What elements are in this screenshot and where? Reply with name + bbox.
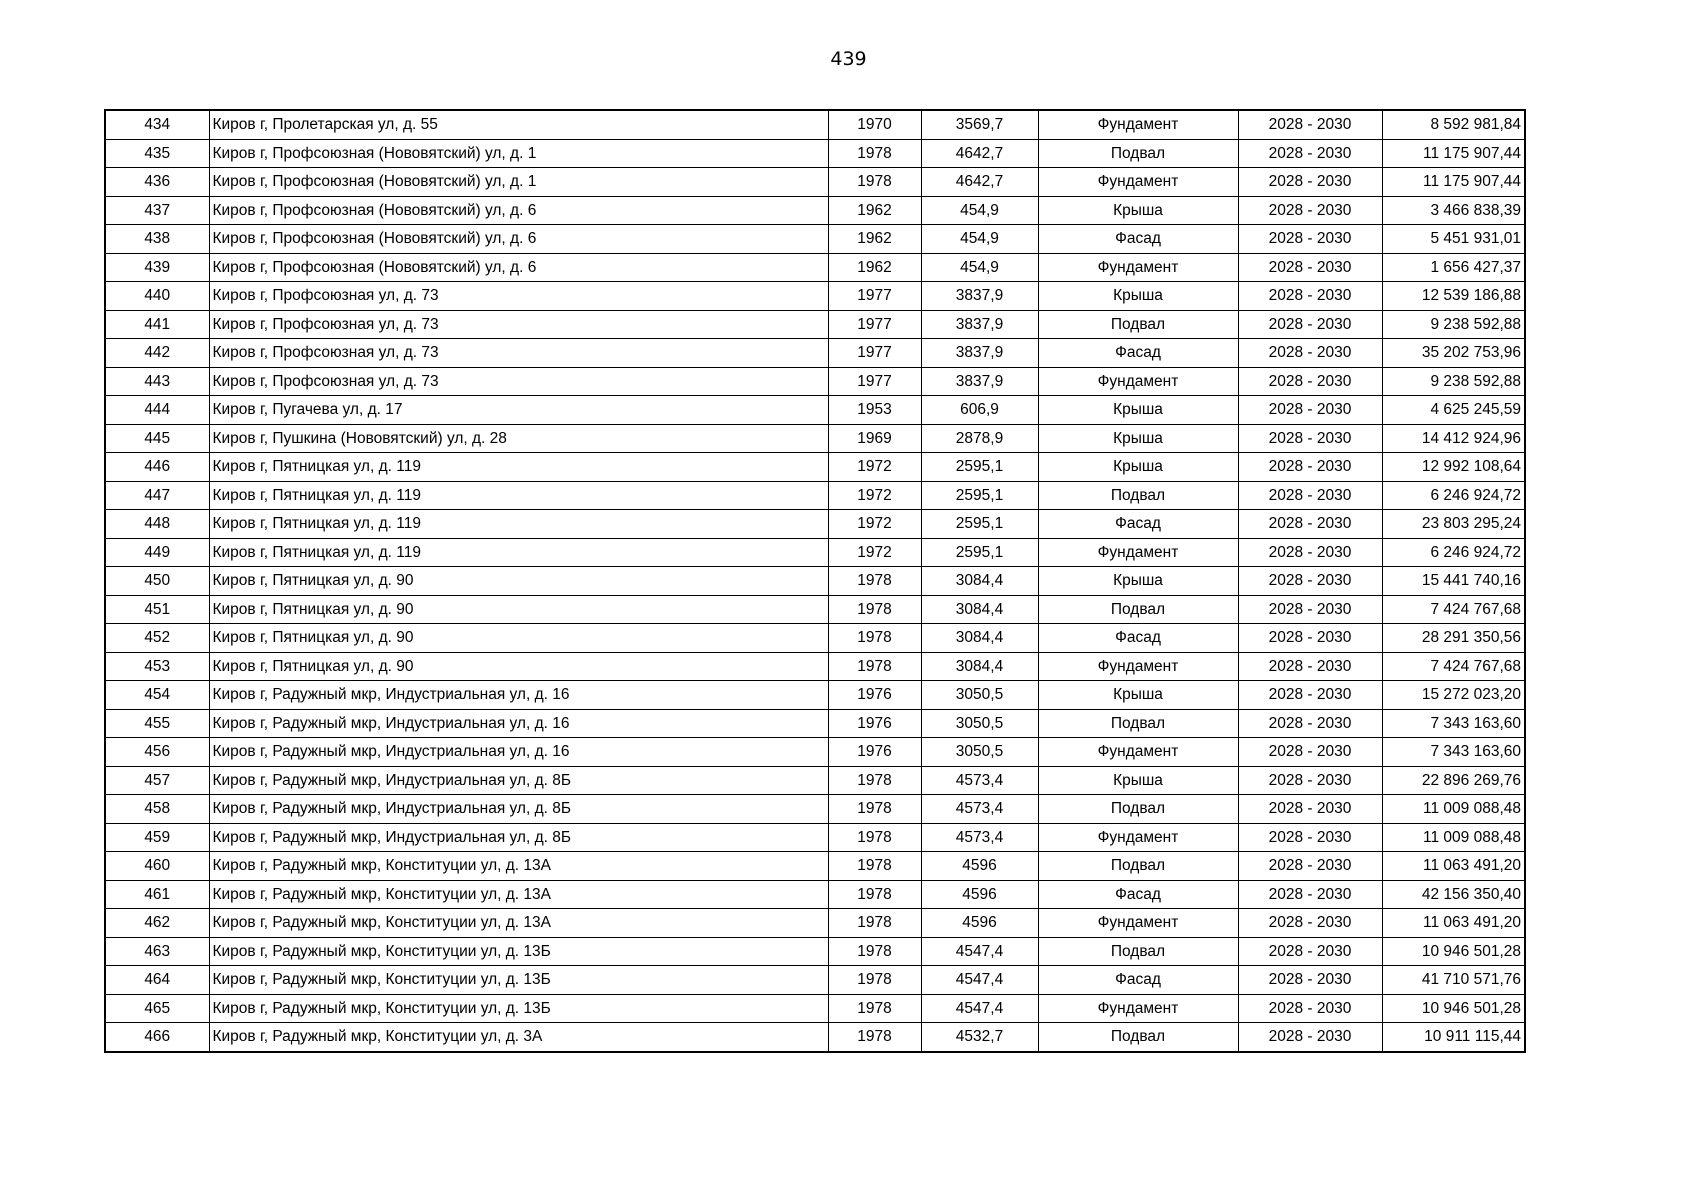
planned-period-cell: 2028 - 2030 <box>1238 339 1382 368</box>
construction-year-cell: 1978 <box>828 795 921 824</box>
planned-period-cell: 2028 - 2030 <box>1238 823 1382 852</box>
estimated-cost-cell: 11 009 088,48 <box>1382 823 1525 852</box>
construction-year-cell: 1978 <box>828 624 921 653</box>
planned-period-cell: 2028 - 2030 <box>1238 282 1382 311</box>
building-area-cell: 3837,9 <box>921 367 1038 396</box>
estimated-cost-cell: 3 466 838,39 <box>1382 196 1525 225</box>
construction-year-cell: 1978 <box>828 168 921 197</box>
work-type-cell: Подвал <box>1038 795 1238 824</box>
table-row <box>105 396 1525 425</box>
work-type-cell: Крыша <box>1038 196 1238 225</box>
table-row <box>105 624 1525 653</box>
table-row <box>105 253 1525 282</box>
estimated-cost-cell: 11 175 907,44 <box>1382 139 1525 168</box>
row-number-cell: 440 <box>105 282 209 311</box>
building-address-cell: Киров г, Радужный мкр, Конституции ул, д. 3А <box>209 1023 828 1052</box>
building-area-cell: 2595,1 <box>921 453 1038 482</box>
construction-year-cell: 1972 <box>828 481 921 510</box>
planned-period-cell: 2028 - 2030 <box>1238 367 1382 396</box>
estimated-cost-cell: 11 063 491,20 <box>1382 852 1525 881</box>
estimated-cost-cell: 10 911 115,44 <box>1382 1023 1525 1052</box>
work-type-cell: Крыша <box>1038 766 1238 795</box>
building-area-cell: 454,9 <box>921 196 1038 225</box>
row-number-cell: 450 <box>105 567 209 596</box>
building-area-cell: 3050,5 <box>921 681 1038 710</box>
work-type-cell: Фундамент <box>1038 909 1238 938</box>
work-type-cell: Крыша <box>1038 681 1238 710</box>
construction-year-cell: 1977 <box>828 310 921 339</box>
table-row <box>105 481 1525 510</box>
work-type-cell: Подвал <box>1038 937 1238 966</box>
row-number-cell: 448 <box>105 510 209 539</box>
building-area-cell: 4532,7 <box>921 1023 1038 1052</box>
building-area-cell: 3837,9 <box>921 282 1038 311</box>
estimated-cost-cell: 11 009 088,48 <box>1382 795 1525 824</box>
construction-year-cell: 1970 <box>828 110 921 139</box>
estimated-cost-cell: 41 710 571,76 <box>1382 966 1525 995</box>
building-address-cell: Киров г, Профсоюзная ул, д. 73 <box>209 367 828 396</box>
row-number-cell: 459 <box>105 823 209 852</box>
table-row <box>105 339 1525 368</box>
building-area-cell: 4573,4 <box>921 823 1038 852</box>
building-address-cell: Киров г, Профсоюзная (Нововятский) ул, д. 6 <box>209 196 828 225</box>
planned-period-cell: 2028 - 2030 <box>1238 481 1382 510</box>
construction-year-cell: 1978 <box>828 994 921 1023</box>
estimated-cost-cell: 22 896 269,76 <box>1382 766 1525 795</box>
row-number-cell: 452 <box>105 624 209 653</box>
building-address-cell: Киров г, Профсоюзная (Нововятский) ул, д. 6 <box>209 253 828 282</box>
table-row <box>105 795 1525 824</box>
row-number-cell: 465 <box>105 994 209 1023</box>
table-body <box>105 110 1525 1052</box>
planned-period-cell: 2028 - 2030 <box>1238 139 1382 168</box>
row-number-cell: 460 <box>105 852 209 881</box>
work-type-cell: Фундамент <box>1038 168 1238 197</box>
construction-year-cell: 1978 <box>828 1023 921 1052</box>
planned-period-cell: 2028 - 2030 <box>1238 966 1382 995</box>
building-address-cell: Киров г, Профсоюзная ул, д. 73 <box>209 310 828 339</box>
building-address-cell: Киров г, Пятницкая ул, д. 119 <box>209 538 828 567</box>
construction-year-cell: 1978 <box>828 937 921 966</box>
building-area-cell: 4573,4 <box>921 795 1038 824</box>
estimated-cost-cell: 42 156 350,40 <box>1382 880 1525 909</box>
building-address-cell: Киров г, Пушкина (Нововятский) ул, д. 28 <box>209 424 828 453</box>
table-row <box>105 681 1525 710</box>
planned-period-cell: 2028 - 2030 <box>1238 795 1382 824</box>
table-row <box>105 510 1525 539</box>
building-address-cell: Киров г, Радужный мкр, Конституции ул, д. 13А <box>209 852 828 881</box>
building-area-cell: 454,9 <box>921 225 1038 254</box>
building-address-cell: Киров г, Профсоюзная (Нововятский) ул, д. 1 <box>209 139 828 168</box>
estimated-cost-cell: 15 441 740,16 <box>1382 567 1525 596</box>
construction-year-cell: 1976 <box>828 738 921 767</box>
work-type-cell: Фундамент <box>1038 253 1238 282</box>
work-type-cell: Фундамент <box>1038 738 1238 767</box>
construction-year-cell: 1978 <box>828 595 921 624</box>
work-type-cell: Фасад <box>1038 880 1238 909</box>
construction-year-cell: 1978 <box>828 880 921 909</box>
table-row <box>105 538 1525 567</box>
building-address-cell: Киров г, Радужный мкр, Конституции ул, д. 13Б <box>209 937 828 966</box>
building-area-cell: 4547,4 <box>921 994 1038 1023</box>
building-area-cell: 3050,5 <box>921 738 1038 767</box>
row-number-cell: 441 <box>105 310 209 339</box>
planned-period-cell: 2028 - 2030 <box>1238 396 1382 425</box>
work-type-cell: Фасад <box>1038 966 1238 995</box>
building-area-cell: 4596 <box>921 852 1038 881</box>
building-address-cell: Киров г, Пятницкая ул, д. 90 <box>209 567 828 596</box>
work-type-cell: Фасад <box>1038 339 1238 368</box>
building-area-cell: 3084,4 <box>921 567 1038 596</box>
row-number-cell: 434 <box>105 110 209 139</box>
work-type-cell: Подвал <box>1038 310 1238 339</box>
building-area-cell: 4642,7 <box>921 139 1038 168</box>
planned-period-cell: 2028 - 2030 <box>1238 880 1382 909</box>
table-row <box>105 595 1525 624</box>
building-address-cell: Киров г, Пятницкая ул, д. 119 <box>209 453 828 482</box>
work-type-cell: Крыша <box>1038 453 1238 482</box>
table-row <box>105 994 1525 1023</box>
row-number-cell: 439 <box>105 253 209 282</box>
table-row <box>105 880 1525 909</box>
construction-year-cell: 1972 <box>828 453 921 482</box>
table-row <box>105 367 1525 396</box>
construction-year-cell: 1962 <box>828 196 921 225</box>
row-number-cell: 435 <box>105 139 209 168</box>
planned-period-cell: 2028 - 2030 <box>1238 909 1382 938</box>
planned-period-cell: 2028 - 2030 <box>1238 225 1382 254</box>
estimated-cost-cell: 9 238 592,88 <box>1382 367 1525 396</box>
table-row <box>105 823 1525 852</box>
work-type-cell: Крыша <box>1038 567 1238 596</box>
work-type-cell: Подвал <box>1038 1023 1238 1052</box>
construction-year-cell: 1978 <box>828 652 921 681</box>
row-number-cell: 464 <box>105 966 209 995</box>
planned-period-cell: 2028 - 2030 <box>1238 994 1382 1023</box>
construction-year-cell: 1976 <box>828 709 921 738</box>
construction-year-cell: 1977 <box>828 339 921 368</box>
construction-year-cell: 1977 <box>828 367 921 396</box>
building-address-cell: Киров г, Радужный мкр, Конституции ул, д. 13Б <box>209 994 828 1023</box>
row-number-cell: 443 <box>105 367 209 396</box>
row-number-cell: 458 <box>105 795 209 824</box>
table-row <box>105 966 1525 995</box>
table-row <box>105 225 1525 254</box>
row-number-cell: 456 <box>105 738 209 767</box>
work-type-cell: Фундамент <box>1038 367 1238 396</box>
building-area-cell: 4642,7 <box>921 168 1038 197</box>
work-type-cell: Фасад <box>1038 510 1238 539</box>
planned-period-cell: 2028 - 2030 <box>1238 652 1382 681</box>
building-area-cell: 606,9 <box>921 396 1038 425</box>
table-row <box>105 909 1525 938</box>
row-number-cell: 437 <box>105 196 209 225</box>
row-number-cell: 461 <box>105 880 209 909</box>
work-type-cell: Подвал <box>1038 139 1238 168</box>
planned-period-cell: 2028 - 2030 <box>1238 110 1382 139</box>
repair-schedule-table <box>104 109 1526 1053</box>
building-address-cell: Киров г, Радужный мкр, Конституции ул, д. 13А <box>209 880 828 909</box>
planned-period-cell: 2028 - 2030 <box>1238 1023 1382 1052</box>
row-number-cell: 457 <box>105 766 209 795</box>
construction-year-cell: 1977 <box>828 282 921 311</box>
building-address-cell: Киров г, Радужный мкр, Индустриальная ул, д. 16 <box>209 709 828 738</box>
planned-period-cell: 2028 - 2030 <box>1238 510 1382 539</box>
table-row <box>105 110 1525 139</box>
estimated-cost-cell: 7 424 767,68 <box>1382 652 1525 681</box>
planned-period-cell: 2028 - 2030 <box>1238 766 1382 795</box>
planned-period-cell: 2028 - 2030 <box>1238 937 1382 966</box>
construction-year-cell: 1978 <box>828 909 921 938</box>
building-address-cell: Киров г, Профсоюзная ул, д. 73 <box>209 282 828 311</box>
table-row <box>105 567 1525 596</box>
construction-year-cell: 1953 <box>828 396 921 425</box>
building-area-cell: 3837,9 <box>921 339 1038 368</box>
work-type-cell: Крыша <box>1038 424 1238 453</box>
estimated-cost-cell: 35 202 753,96 <box>1382 339 1525 368</box>
estimated-cost-cell: 28 291 350,56 <box>1382 624 1525 653</box>
building-area-cell: 2595,1 <box>921 481 1038 510</box>
table-row <box>105 1023 1525 1052</box>
estimated-cost-cell: 6 246 924,72 <box>1382 538 1525 567</box>
building-area-cell: 4547,4 <box>921 937 1038 966</box>
construction-year-cell: 1978 <box>828 567 921 596</box>
row-number-cell: 442 <box>105 339 209 368</box>
building-address-cell: Киров г, Радужный мкр, Индустриальная ул, д. 16 <box>209 681 828 710</box>
building-address-cell: Киров г, Пятницкая ул, д. 90 <box>209 624 828 653</box>
estimated-cost-cell: 12 992 108,64 <box>1382 453 1525 482</box>
construction-year-cell: 1962 <box>828 253 921 282</box>
building-address-cell: Киров г, Радужный мкр, Индустриальная ул, д. 16 <box>209 738 828 767</box>
planned-period-cell: 2028 - 2030 <box>1238 624 1382 653</box>
row-number-cell: 436 <box>105 168 209 197</box>
estimated-cost-cell: 4 625 245,59 <box>1382 396 1525 425</box>
construction-year-cell: 1978 <box>828 139 921 168</box>
construction-year-cell: 1978 <box>828 966 921 995</box>
building-area-cell: 3084,4 <box>921 595 1038 624</box>
table-row <box>105 282 1525 311</box>
work-type-cell: Подвал <box>1038 852 1238 881</box>
building-address-cell: Киров г, Пугачева ул, д. 17 <box>209 396 828 425</box>
building-area-cell: 3569,7 <box>921 110 1038 139</box>
row-number-cell: 454 <box>105 681 209 710</box>
building-address-cell: Киров г, Пятницкая ул, д. 90 <box>209 595 828 624</box>
estimated-cost-cell: 6 246 924,72 <box>1382 481 1525 510</box>
estimated-cost-cell: 7 343 163,60 <box>1382 709 1525 738</box>
table-row <box>105 424 1525 453</box>
table-row <box>105 652 1525 681</box>
row-number-cell: 462 <box>105 909 209 938</box>
row-number-cell: 444 <box>105 396 209 425</box>
work-type-cell: Фундамент <box>1038 652 1238 681</box>
building-area-cell: 454,9 <box>921 253 1038 282</box>
estimated-cost-cell: 10 946 501,28 <box>1382 994 1525 1023</box>
building-address-cell: Киров г, Радужный мкр, Индустриальная ул, д. 8Б <box>209 823 828 852</box>
construction-year-cell: 1978 <box>828 823 921 852</box>
work-type-cell: Крыша <box>1038 396 1238 425</box>
planned-period-cell: 2028 - 2030 <box>1238 738 1382 767</box>
construction-year-cell: 1972 <box>828 538 921 567</box>
building-address-cell: Киров г, Профсоюзная ул, д. 73 <box>209 339 828 368</box>
row-number-cell: 446 <box>105 453 209 482</box>
planned-period-cell: 2028 - 2030 <box>1238 538 1382 567</box>
row-number-cell: 463 <box>105 937 209 966</box>
planned-period-cell: 2028 - 2030 <box>1238 453 1382 482</box>
estimated-cost-cell: 8 592 981,84 <box>1382 110 1525 139</box>
row-number-cell: 455 <box>105 709 209 738</box>
page-number: 439 <box>830 48 867 70</box>
building-address-cell: Киров г, Профсоюзная (Нововятский) ул, д. 6 <box>209 225 828 254</box>
construction-year-cell: 1978 <box>828 852 921 881</box>
work-type-cell: Крыша <box>1038 282 1238 311</box>
work-type-cell: Фасад <box>1038 225 1238 254</box>
building-area-cell: 2595,1 <box>921 510 1038 539</box>
estimated-cost-cell: 12 539 186,88 <box>1382 282 1525 311</box>
row-number-cell: 451 <box>105 595 209 624</box>
building-address-cell: Киров г, Пятницкая ул, д. 90 <box>209 652 828 681</box>
estimated-cost-cell: 23 803 295,24 <box>1382 510 1525 539</box>
planned-period-cell: 2028 - 2030 <box>1238 567 1382 596</box>
building-address-cell: Киров г, Радужный мкр, Индустриальная ул, д. 8Б <box>209 795 828 824</box>
row-number-cell: 447 <box>105 481 209 510</box>
building-address-cell: Киров г, Радужный мкр, Конституции ул, д. 13Б <box>209 966 828 995</box>
estimated-cost-cell: 5 451 931,01 <box>1382 225 1525 254</box>
building-address-cell: Киров г, Радужный мкр, Конституции ул, д. 13А <box>209 909 828 938</box>
building-area-cell: 2878,9 <box>921 424 1038 453</box>
estimated-cost-cell: 14 412 924,96 <box>1382 424 1525 453</box>
table-row <box>105 139 1525 168</box>
estimated-cost-cell: 9 238 592,88 <box>1382 310 1525 339</box>
planned-period-cell: 2028 - 2030 <box>1238 253 1382 282</box>
planned-period-cell: 2028 - 2030 <box>1238 168 1382 197</box>
building-area-cell: 4547,4 <box>921 966 1038 995</box>
building-address-cell: Киров г, Радужный мкр, Индустриальная ул, д. 8Б <box>209 766 828 795</box>
building-address-cell: Киров г, Профсоюзная (Нововятский) ул, д. 1 <box>209 168 828 197</box>
work-type-cell: Фундамент <box>1038 110 1238 139</box>
work-type-cell: Фундамент <box>1038 538 1238 567</box>
construction-year-cell: 1962 <box>828 225 921 254</box>
work-type-cell: Подвал <box>1038 709 1238 738</box>
table-row <box>105 310 1525 339</box>
building-area-cell: 3084,4 <box>921 624 1038 653</box>
row-number-cell: 438 <box>105 225 209 254</box>
work-type-cell: Фундамент <box>1038 823 1238 852</box>
work-type-cell: Фасад <box>1038 624 1238 653</box>
building-address-cell: Киров г, Пролетарская ул, д. 55 <box>209 110 828 139</box>
work-type-cell: Фундамент <box>1038 994 1238 1023</box>
building-area-cell: 4596 <box>921 880 1038 909</box>
row-number-cell: 466 <box>105 1023 209 1052</box>
estimated-cost-cell: 11 063 491,20 <box>1382 909 1525 938</box>
row-number-cell: 453 <box>105 652 209 681</box>
planned-period-cell: 2028 - 2030 <box>1238 595 1382 624</box>
building-area-cell: 3837,9 <box>921 310 1038 339</box>
building-area-cell: 2595,1 <box>921 538 1038 567</box>
construction-year-cell: 1978 <box>828 766 921 795</box>
estimated-cost-cell: 11 175 907,44 <box>1382 168 1525 197</box>
planned-period-cell: 2028 - 2030 <box>1238 424 1382 453</box>
table-row <box>105 196 1525 225</box>
estimated-cost-cell: 15 272 023,20 <box>1382 681 1525 710</box>
estimated-cost-cell: 1 656 427,37 <box>1382 253 1525 282</box>
building-area-cell: 4596 <box>921 909 1038 938</box>
table-row <box>105 766 1525 795</box>
building-area-cell: 4573,4 <box>921 766 1038 795</box>
table-row <box>105 937 1525 966</box>
building-address-cell: Киров г, Пятницкая ул, д. 119 <box>209 510 828 539</box>
work-type-cell: Подвал <box>1038 481 1238 510</box>
table-row <box>105 453 1525 482</box>
table-row <box>105 852 1525 881</box>
building-area-cell: 3084,4 <box>921 652 1038 681</box>
row-number-cell: 449 <box>105 538 209 567</box>
planned-period-cell: 2028 - 2030 <box>1238 852 1382 881</box>
construction-year-cell: 1976 <box>828 681 921 710</box>
building-area-cell: 3050,5 <box>921 709 1038 738</box>
estimated-cost-cell: 7 424 767,68 <box>1382 595 1525 624</box>
building-address-cell: Киров г, Пятницкая ул, д. 119 <box>209 481 828 510</box>
estimated-cost-cell: 7 343 163,60 <box>1382 738 1525 767</box>
construction-year-cell: 1969 <box>828 424 921 453</box>
row-number-cell: 445 <box>105 424 209 453</box>
table-row <box>105 738 1525 767</box>
planned-period-cell: 2028 - 2030 <box>1238 681 1382 710</box>
planned-period-cell: 2028 - 2030 <box>1238 709 1382 738</box>
table-row <box>105 168 1525 197</box>
estimated-cost-cell: 10 946 501,28 <box>1382 937 1525 966</box>
planned-period-cell: 2028 - 2030 <box>1238 310 1382 339</box>
work-type-cell: Подвал <box>1038 595 1238 624</box>
table-row <box>105 709 1525 738</box>
construction-year-cell: 1972 <box>828 510 921 539</box>
planned-period-cell: 2028 - 2030 <box>1238 196 1382 225</box>
